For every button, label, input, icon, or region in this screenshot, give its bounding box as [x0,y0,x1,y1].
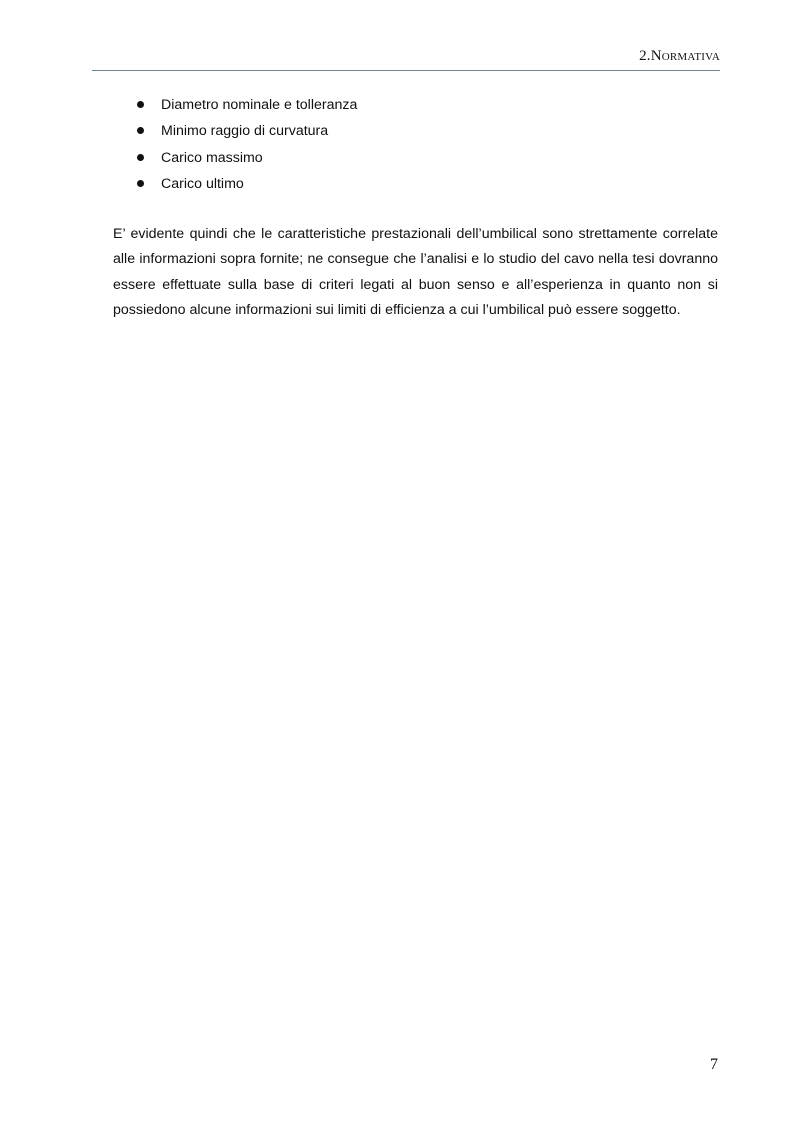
chapter-number: 2. [639,48,651,64]
list-item [114,118,357,144]
list-item-text: Carico ultimo [161,175,244,192]
bullet-icon [137,154,144,161]
page-number: 7 [710,1056,718,1073]
chapter-title: Normativa [650,48,720,64]
list-item [114,145,357,171]
list-item-text: Carico massimo [161,149,263,166]
list-item [114,92,357,118]
bullet-icon [137,180,144,187]
bullet-icon [137,101,144,108]
running-header-title [639,48,720,65]
page-header [92,46,720,71]
list-item-text: Minimo raggio di curvatura [161,123,329,140]
list-item [114,171,357,197]
bullet-list [114,92,357,197]
body-paragraph: E’ evidente quindi che le caratteristiche prestazionali dell’umbilical sono strettamente correlate alle informazioni sopra fornite; ne consegue che l’analisi e lo studio del cavo nella tesi dovranno essere effettuate sulla base di criteri legati al buon senso e all’esperienza in quanto non si possiedono alcune informazioni sui limiti di efficienza a cui l’umbilical può essere soggetto. [113,226,718,318]
bullet-icon [137,127,144,134]
list-item-text: Diametro nominale e tolleranza [161,97,358,113]
